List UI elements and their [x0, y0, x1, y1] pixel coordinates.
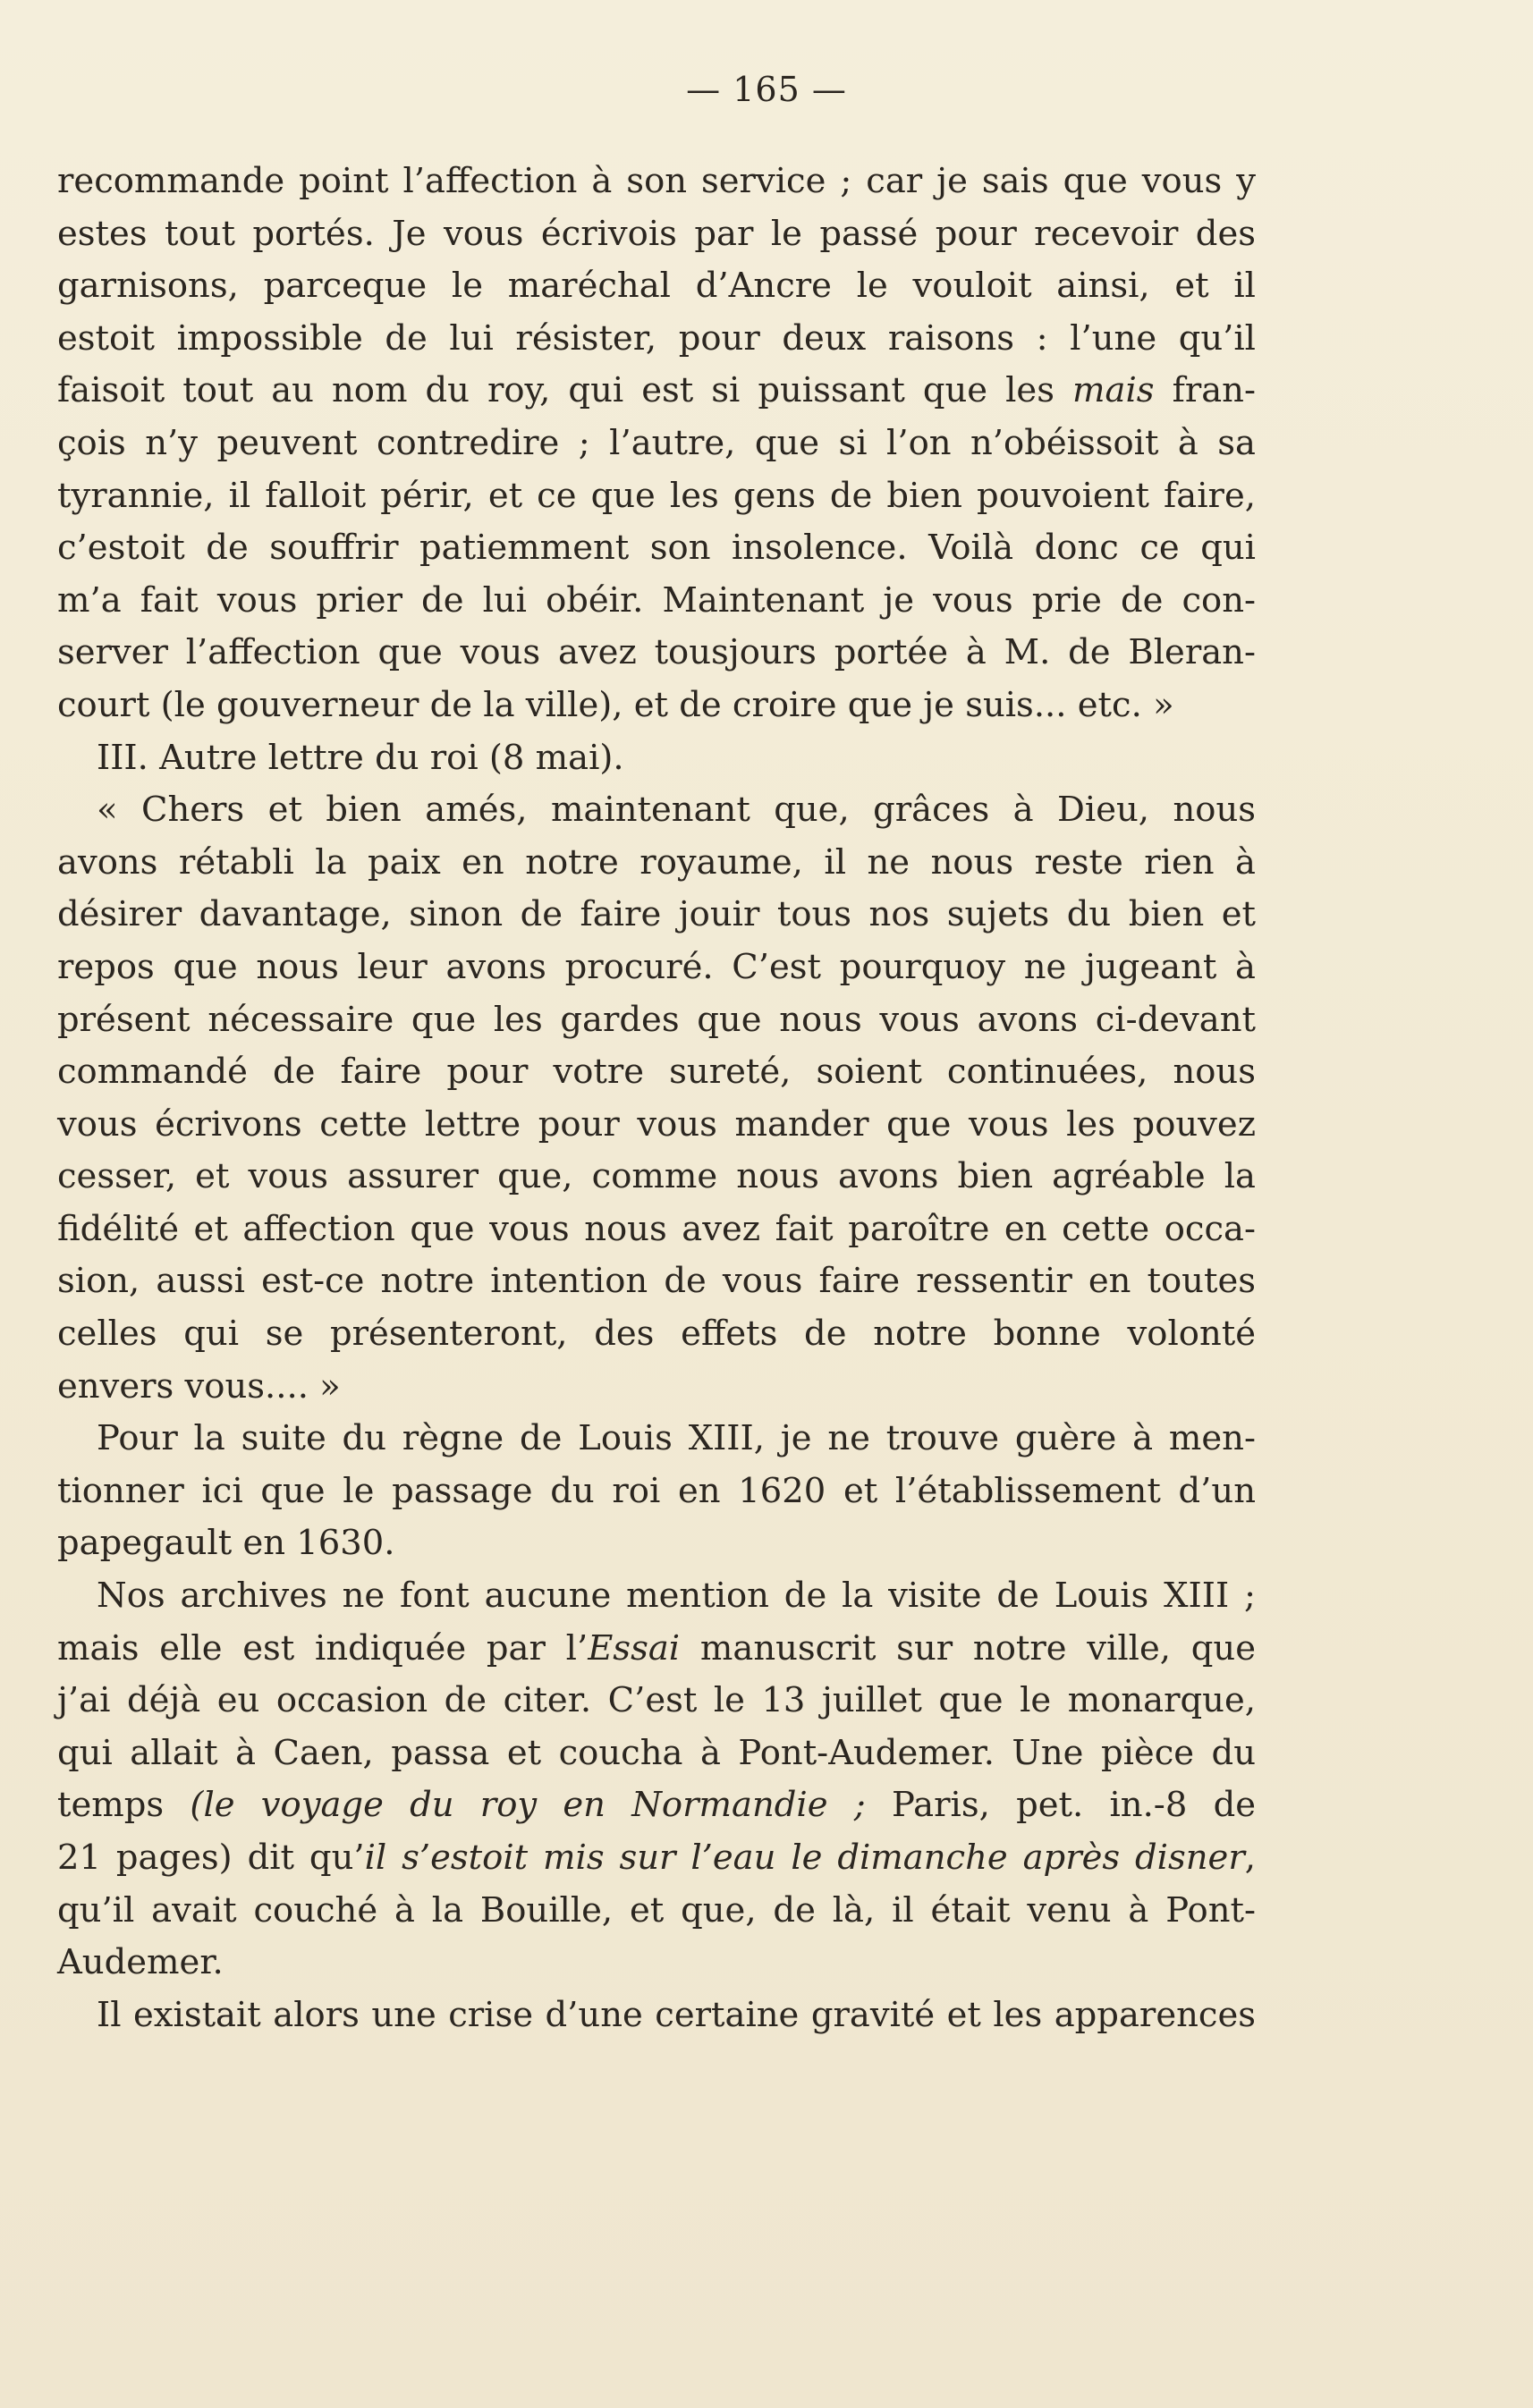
- text-segment: désirer davantage, sinon de faire jouir tous nos sujets du bien et: [57, 894, 1256, 935]
- text-segment: qu’il avait couché à la Bouille, et que, de là, il était venu à Pont-: [57, 1889, 1256, 1931]
- text-line: [57, 156, 1256, 208]
- text-line: [57, 1623, 1256, 1676]
- italic-segment: (le voyage du roy en Normandie ;: [190, 1785, 866, 1826]
- text-line: [57, 732, 1256, 785]
- text-segment: commandé de faire pour votre sureté, soient continuées, nous: [57, 1052, 1256, 1093]
- italic-segment: mais: [1072, 370, 1155, 411]
- text-segment: 21 pages) dit qu’: [57, 1838, 365, 1878]
- text-segment: Audemer.: [57, 1942, 224, 1983]
- text-line: [57, 260, 1256, 313]
- text-segment: « Chers et bien amés, maintenant que, grâces à Dieu, nous: [97, 790, 1256, 831]
- page-number: — 165 —: [686, 70, 847, 109]
- text-segment: Pour la suite du règne de Louis XIII, je ne trouve guère à men-: [97, 1418, 1256, 1459]
- text-line: [57, 784, 1256, 837]
- text-line: [57, 470, 1256, 523]
- text-segment: tyrannie, il falloit périr, et ce que les gens de bien pouvoient faire,: [57, 475, 1256, 516]
- text-segment: estoit impossible de lui résister, pour deux raisons : l’une qu’il: [57, 317, 1256, 359]
- text-segment: çois n’y peuvent contredire ; l’autre, que si l’on n’obéissoit à sa: [57, 422, 1256, 463]
- text-line: [57, 1308, 1256, 1361]
- text-line: [57, 680, 1256, 732]
- text-segment: court (le gouverneur de la ville), et de croire que je suis... etc. »: [57, 684, 1174, 725]
- text-segment: Nos archives ne font aucune mention de la visite de Louis XIII ;: [97, 1576, 1256, 1617]
- text-segment: envers vous.... »: [57, 1365, 341, 1407]
- text-line: [57, 1466, 1256, 1518]
- text-segment: manuscrit sur notre ville, que: [680, 1627, 1257, 1669]
- text-segment: III. Autre lettre du roi (8 mai).: [97, 737, 624, 778]
- text-segment: sion, aussi est-ce notre intention de vous faire ressentir en toutes: [57, 1261, 1256, 1302]
- text-line: [57, 1517, 1256, 1570]
- text-line: [57, 208, 1256, 261]
- text-line: [57, 1937, 1256, 1990]
- text-line: [57, 1832, 1256, 1885]
- text-segment: temps: [57, 1785, 191, 1826]
- text-line: [57, 418, 1256, 470]
- text-segment: server l’affection que vous avez tousjours portée à M. de Bleran-: [57, 632, 1256, 673]
- text-line: [57, 1099, 1256, 1152]
- italic-segment: Essai: [588, 1627, 681, 1669]
- text-segment: Paris, pet. in.-8 de: [865, 1785, 1256, 1826]
- text-segment: faisoit tout au nom du roy, qui est si puissant que les: [57, 370, 1072, 411]
- text-segment: celles qui se présenteront, des effets de notre bonne volonté: [57, 1314, 1256, 1355]
- text-segment: vous écrivons cette lettre pour vous mander que vous les pouvez: [57, 1103, 1256, 1145]
- text-line: [57, 1570, 1256, 1623]
- text-line: [57, 1046, 1256, 1099]
- text-line: [57, 1151, 1256, 1204]
- text-segment: ,: [1244, 1838, 1256, 1878]
- text-line: [57, 313, 1256, 366]
- text-segment: j’ai déjà eu occasion de citer. C’est le 13 juillet que le monarque,: [57, 1680, 1256, 1721]
- text-segment: m’a fait vous prier de lui obéir. Maintenant je vous prie de con-: [57, 579, 1256, 621]
- text-line: [57, 1990, 1256, 2042]
- text-segment: repos que nous leur avons procuré. C’est pourquoy ne jugeant à: [57, 946, 1256, 987]
- text-line: [57, 942, 1256, 994]
- text-line: [57, 1255, 1256, 1308]
- text-segment: c’estoit de souffrir patiemment son insolence. Voilà donc ce qui: [57, 528, 1256, 569]
- text-line: [57, 837, 1256, 890]
- text-segment: avons rétabli la paix en notre royaume, il ne nous reste rien à: [57, 841, 1256, 883]
- text-segment: qui allait à Caen, passa et coucha à Pont-Audemer. Une pièce du: [57, 1732, 1256, 1773]
- text-segment: estes tout portés. Je vous écrivois par le passé pour recevoir des: [57, 213, 1256, 254]
- text-line: [57, 575, 1256, 628]
- text-line: [57, 365, 1256, 418]
- text-line: [57, 1675, 1256, 1728]
- text-line: [57, 1361, 1256, 1414]
- text-segment: recommande point l’affection à son service ; car je sais que vous y: [57, 161, 1256, 201]
- text-segment: mais elle est indiquée par l’: [57, 1627, 589, 1669]
- text-segment: Il existait alors une crise d’une certaine gravité et les apparences: [97, 1994, 1256, 2035]
- text-line: [57, 1413, 1256, 1466]
- text-line: [57, 1204, 1256, 1256]
- text-segment: fran-: [1154, 370, 1256, 411]
- text-line: [57, 522, 1256, 575]
- text-line: [57, 889, 1256, 942]
- text-segment: fidélité et affection que vous nous avez fait paroître en cette occa-: [57, 1208, 1256, 1249]
- text-segment: présent nécessaire que les gardes que nous vous avons ci-devant: [57, 999, 1256, 1040]
- text-segment: garnisons, parceque le maréchal d’Ancre le vouloit ainsi, et il: [57, 266, 1256, 307]
- text-line: [57, 627, 1256, 680]
- text-line: [57, 1885, 1256, 1938]
- text-line: [57, 1728, 1256, 1780]
- italic-segment: il s’estoit mis sur l’eau le dimanche après disner: [364, 1838, 1245, 1878]
- text-line: [57, 994, 1256, 1047]
- text-line: [57, 1779, 1256, 1832]
- body-text: [57, 156, 1256, 2041]
- text-segment: tionner ici que le passage du roi en 1620 et l’établissement d’un: [57, 1470, 1256, 1511]
- text-segment: cesser, et vous assurer que, comme nous avons bien agréable la: [57, 1156, 1256, 1197]
- text-segment: papegault en 1630.: [57, 1523, 395, 1564]
